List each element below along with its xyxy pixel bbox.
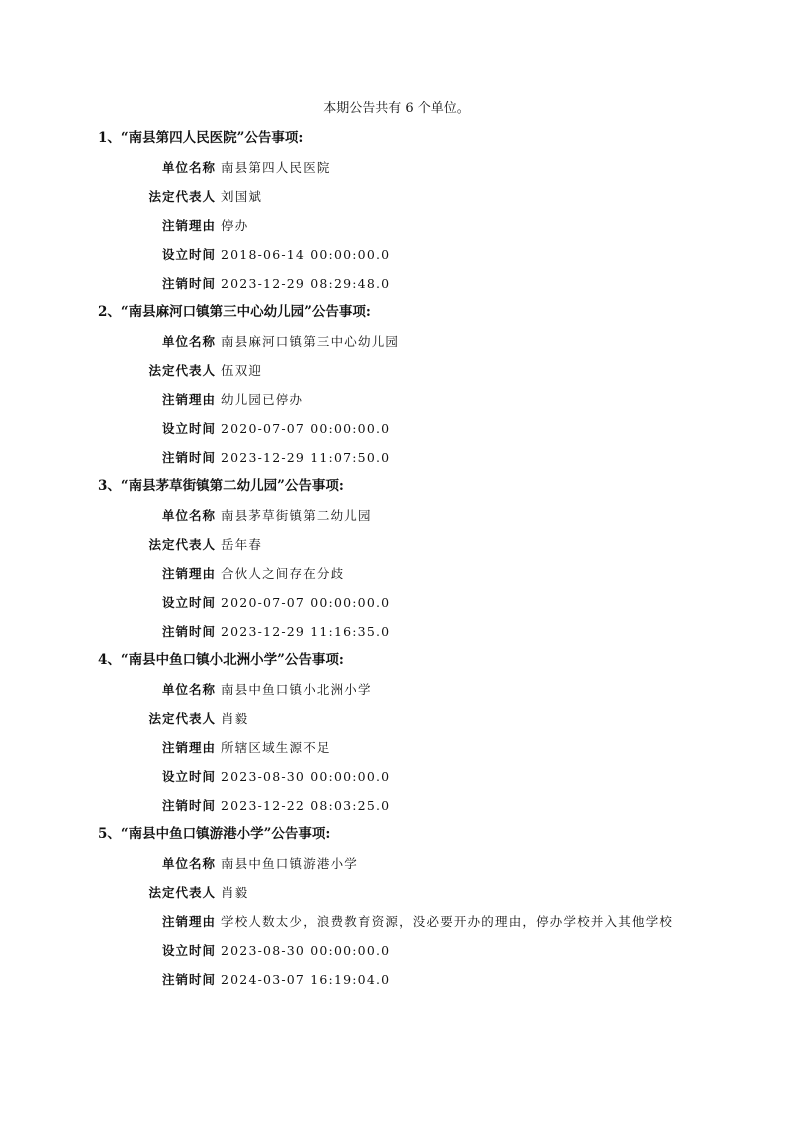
legal-representative-value: 伍双迎 xyxy=(221,363,263,378)
entry-heading: 2、“南县麻河口镇第三中心幼儿园”公告事项: xyxy=(98,304,371,320)
announcement-list xyxy=(98,124,758,994)
unit-name-row xyxy=(98,153,758,182)
cancellation-reason-value: 合伙人之间存在分歧 xyxy=(221,566,345,581)
announcement-entry xyxy=(98,124,758,298)
cancellation-reason-value: 学校人数太少，浪费教育资源，没必要开办的理由，停办学校并入其他学校 xyxy=(221,914,674,929)
cancellation-time-value: 2023-12-29 08:29:48.0 xyxy=(221,276,391,291)
legal-representative-row xyxy=(98,704,758,733)
announcement-entry xyxy=(98,298,758,472)
entry-heading: 4、“南县中鱼口镇小北洲小学”公告事项: xyxy=(98,652,344,668)
establishment-time-value: 2023-08-30 00:00:00.0 xyxy=(221,943,391,958)
cancellation-time-value: 2023-12-29 11:07:50.0 xyxy=(221,450,391,465)
legal-representative-row xyxy=(98,530,758,559)
legal-representative-value: 刘国斌 xyxy=(221,189,263,204)
unit-name-value: 南县中鱼口镇小北洲小学 xyxy=(221,682,372,697)
unit-name-label: 单位名称 xyxy=(161,160,216,175)
establishment-time-label: 设立时间 xyxy=(161,421,216,436)
cancellation-time-label: 注销时间 xyxy=(161,276,216,291)
establishment-time-label: 设立时间 xyxy=(161,595,216,610)
establishment-time-label: 设立时间 xyxy=(161,769,216,784)
cancellation-reason-label: 注销理由 xyxy=(161,740,216,755)
cancellation-reason-row xyxy=(98,733,758,762)
cancellation-reason-row xyxy=(98,385,758,414)
cancellation-time-row xyxy=(98,965,758,994)
establishment-time-label: 设立时间 xyxy=(161,247,216,262)
establishment-time-value: 2018-06-14 00:00:00.0 xyxy=(221,247,391,262)
unit-name-label: 单位名称 xyxy=(161,334,216,349)
cancellation-time-label: 注销时间 xyxy=(161,450,216,465)
legal-representative-row xyxy=(98,878,758,907)
cancellation-reason-label: 注销理由 xyxy=(161,392,216,407)
cancellation-reason-row xyxy=(98,907,758,936)
announcement-entry xyxy=(98,820,758,994)
unit-name-value: 南县麻河口镇第三中心幼儿园 xyxy=(221,334,400,349)
entry-heading: 1、“南县第四人民医院”公告事项: xyxy=(98,130,304,146)
cancellation-reason-label: 注销理由 xyxy=(161,914,216,929)
announcement-intro: 本期公告共有 6 个单位。 xyxy=(323,101,470,116)
establishment-time-value: 2023-08-30 00:00:00.0 xyxy=(221,769,391,784)
cancellation-reason-row xyxy=(98,559,758,588)
unit-name-label: 单位名称 xyxy=(161,682,216,697)
cancellation-reason-value: 停办 xyxy=(221,218,249,233)
unit-name-value: 南县第四人民医院 xyxy=(221,160,331,175)
cancellation-reason-value: 幼儿园已停办 xyxy=(221,392,304,407)
entry-heading: 3、“南县茅草街镇第二幼儿园”公告事项: xyxy=(98,478,344,494)
unit-name-row xyxy=(98,501,758,530)
unit-name-label: 单位名称 xyxy=(161,508,216,523)
announcement-entry xyxy=(98,472,758,646)
entry-heading: 5、“南县中鱼口镇游港小学”公告事项: xyxy=(98,826,331,842)
establishment-time-row xyxy=(98,588,758,617)
unit-name-value: 南县茅草街镇第二幼儿园 xyxy=(221,508,372,523)
cancellation-time-label: 注销时间 xyxy=(161,624,216,639)
cancellation-time-value: 2023-12-22 08:03:25.0 xyxy=(221,798,391,813)
cancellation-time-row xyxy=(98,269,758,298)
establishment-time-row xyxy=(98,762,758,791)
establishment-time-row xyxy=(98,240,758,269)
cancellation-time-value: 2024-03-07 16:19:04.0 xyxy=(221,972,391,987)
establishment-time-value: 2020-07-07 00:00:00.0 xyxy=(221,421,391,436)
establishment-time-row xyxy=(98,414,758,443)
legal-representative-row xyxy=(98,356,758,385)
establishment-time-value: 2020-07-07 00:00:00.0 xyxy=(221,595,391,610)
legal-representative-label: 法定代表人 xyxy=(148,189,216,204)
cancellation-time-row xyxy=(98,617,758,646)
legal-representative-value: 肖毅 xyxy=(221,711,249,726)
cancellation-time-value: 2023-12-29 11:16:35.0 xyxy=(221,624,391,639)
cancellation-time-label: 注销时间 xyxy=(161,972,216,987)
legal-representative-value: 岳年春 xyxy=(221,537,263,552)
legal-representative-label: 法定代表人 xyxy=(148,537,216,552)
unit-name-row xyxy=(98,327,758,356)
legal-representative-label: 法定代表人 xyxy=(148,885,216,900)
legal-representative-value: 肖毅 xyxy=(221,885,249,900)
unit-name-value: 南县中鱼口镇游港小学 xyxy=(221,856,359,871)
unit-name-label: 单位名称 xyxy=(161,856,216,871)
cancellation-reason-row xyxy=(98,211,758,240)
cancellation-reason-label: 注销理由 xyxy=(161,218,216,233)
legal-representative-label: 法定代表人 xyxy=(148,711,216,726)
legal-representative-label: 法定代表人 xyxy=(148,363,216,378)
cancellation-time-label: 注销时间 xyxy=(161,798,216,813)
establishment-time-row xyxy=(98,936,758,965)
unit-name-row xyxy=(98,675,758,704)
cancellation-reason-label: 注销理由 xyxy=(161,566,216,581)
announcement-entry xyxy=(98,646,758,820)
cancellation-time-row xyxy=(98,791,758,820)
legal-representative-row xyxy=(98,182,758,211)
establishment-time-label: 设立时间 xyxy=(161,943,216,958)
cancellation-reason-value: 所辖区域生源不足 xyxy=(221,740,331,755)
unit-name-row xyxy=(98,849,758,878)
cancellation-time-row xyxy=(98,443,758,472)
